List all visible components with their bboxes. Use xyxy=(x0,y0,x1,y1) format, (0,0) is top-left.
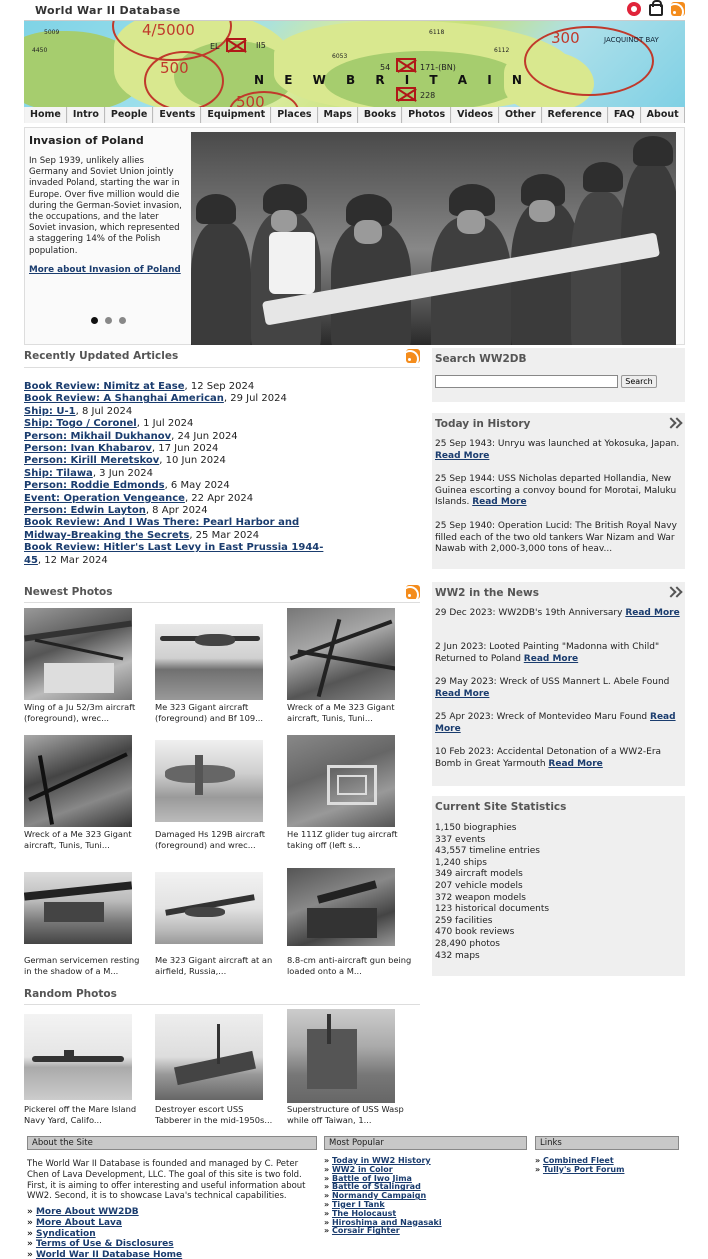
list-item: » World War II Database Home xyxy=(27,1250,183,1259)
map-label: EL xyxy=(210,42,220,51)
map-banner[interactable] xyxy=(24,20,685,107)
list-item: » Normandy Campaign xyxy=(324,1191,427,1201)
list-item: 25 Sep 1943: Unryu was launched at Yokosuka, Japan. Read More xyxy=(435,439,680,461)
footer-link[interactable]: Hiroshima and Nagasaki xyxy=(331,1217,442,1227)
list-item: » Tully's Port Forum xyxy=(535,1164,625,1174)
list-item: » The Holocaust xyxy=(324,1208,397,1218)
nav-faq[interactable]: FAQ xyxy=(608,107,641,123)
slide-dot-3[interactable] xyxy=(119,317,126,324)
article-link[interactable]: Book Review: And I Was There: Pearl Harbor and Midway-Breaking the Secrets xyxy=(24,517,300,541)
article-link[interactable]: Ship: U-1 xyxy=(24,405,76,417)
unit-marker-icon xyxy=(396,58,416,72)
double-chevron-right-icon[interactable] xyxy=(667,587,681,599)
article-link[interactable]: Book Review: Hitler's Last Levy in East Prussia 1944-45 xyxy=(24,542,324,566)
stat-item: 372 weapon models xyxy=(435,892,526,903)
list-item: Event: Operation Vengeance, 22 Apr 2024 xyxy=(24,492,254,504)
map-label: 228 xyxy=(420,91,436,100)
rss-icon[interactable] xyxy=(406,585,420,599)
photo-caption[interactable]: Damaged Hs 129B aircraft (foreground) and wrec... xyxy=(155,829,265,851)
shopping-bag-icon[interactable] xyxy=(649,4,663,16)
double-chevron-right-icon[interactable] xyxy=(667,418,681,430)
footer-about-title: About the Site xyxy=(27,1136,317,1150)
list-item: Book Review: And I Was There: Pearl Harbor and Midway-Breaking the Secrets, 25 Mar 2024 xyxy=(24,517,300,541)
list-item: » Terms of Use & Disclosures xyxy=(27,1239,174,1250)
photo-caption[interactable]: Wing of a Ju 52/3m aircraft (foreground), wrec... xyxy=(24,702,136,724)
nav-maps[interactable]: Maps xyxy=(318,107,358,123)
read-more-link[interactable]: Read More xyxy=(435,450,490,461)
footer-link[interactable]: Today in WW2 History xyxy=(331,1156,431,1165)
footer-link[interactable]: Tully's Port Forum xyxy=(542,1164,625,1174)
stat-item: 1,240 ships xyxy=(435,857,487,868)
map-label: 300 xyxy=(551,29,580,47)
stat-item: 259 facilities xyxy=(435,915,493,926)
article-link[interactable]: Book Review: A Shanghai American xyxy=(24,393,224,405)
footer-link[interactable]: Normandy Campaign xyxy=(331,1191,427,1201)
search-input[interactable] xyxy=(435,375,618,388)
photo-thumb[interactable] xyxy=(24,608,132,700)
map-label: 4450 xyxy=(32,47,48,54)
today-in-history-box xyxy=(432,413,685,569)
nav-about[interactable]: About xyxy=(641,107,685,123)
photo-caption[interactable]: 8.8-cm anti-aircraft gun being loaded onto a M... xyxy=(287,955,412,977)
list-item: 25 Sep 1940: Operation Lucid: The British Royal Navy filled each of the two old tankers War Nizam and War Nawab with 2,000-3,000 tons of heav... xyxy=(435,521,677,555)
footer-popular-links xyxy=(324,1157,442,1236)
feature-title: Invasion of Poland xyxy=(29,134,144,147)
recent-articles-title: Recently Updated Articles xyxy=(24,350,179,362)
stats-title: Current Site Statistics xyxy=(435,801,567,813)
photo-thumb[interactable] xyxy=(287,608,395,700)
footer-popular-title: Most Popular xyxy=(324,1136,527,1150)
feature-text: In Sep 1939, unlikely allies Germany and Soviet Union jointly invaded Poland, starting the war in Europe. Over five million would die during the German-Soviet invasion, the occupations, and the later Soviet invasion, which represented a staggering 14% of the Polish population. xyxy=(29,156,182,256)
list-item: Book Review: Hitler's Last Levy in East Prussia 1944-45, 12 Mar 2024 xyxy=(24,542,324,566)
rss-icon[interactable] xyxy=(406,349,420,363)
list-item: Book Review: Nimitz at Ease, 12 Sep 2024 xyxy=(24,381,255,392)
map-label: 171-(BN) xyxy=(420,63,456,72)
list-item: Person: Ivan Khabarov, 17 Jun 2024 xyxy=(24,443,219,455)
nav-books[interactable]: Books xyxy=(358,107,402,123)
slide-dot-1[interactable] xyxy=(91,317,98,324)
map-label: 6053 xyxy=(332,53,348,60)
footer-link[interactable]: More About WW2DB xyxy=(35,1207,139,1217)
list-item: Book Review: A Shanghai American, 29 Jul 2024 xyxy=(24,393,287,405)
stat-item: 337 events xyxy=(435,834,486,845)
photo-caption[interactable]: German servicemen resting in the shadow of a M... xyxy=(24,955,140,977)
article-link[interactable]: Ship: Tilawa xyxy=(24,467,93,479)
map-label: 6112 xyxy=(494,47,510,54)
nav-videos[interactable]: Videos xyxy=(451,107,499,123)
list-item: » WW2 in Color xyxy=(324,1164,393,1174)
nav-events[interactable]: Events xyxy=(153,107,201,123)
map-label: 500 xyxy=(160,59,189,77)
map-label: 54 xyxy=(380,63,391,72)
pocket-icon[interactable] xyxy=(627,2,641,16)
list-item: » Combined Fleet xyxy=(535,1156,614,1165)
footer-about-links xyxy=(27,1207,182,1259)
photo-caption[interactable]: Me 323 Gigant aircraft (foreground) and Bf 109... xyxy=(155,702,264,724)
list-item: 2 Jun 2023: Looted Painting "Madonna with Child" Returned to Poland Read More xyxy=(435,642,660,664)
list-item: 29 Dec 2023: WW2DB's 19th Anniversary Read More xyxy=(435,608,680,618)
list-item: » Battle of Iwo Jima xyxy=(324,1173,412,1183)
footer-link[interactable]: WW2 in Color xyxy=(331,1164,393,1174)
stat-item: 43,557 timeline entries xyxy=(435,846,540,857)
footer-link[interactable]: The Holocaust xyxy=(331,1208,397,1218)
photo-thumb[interactable] xyxy=(24,1014,132,1100)
unit-marker-icon xyxy=(396,87,416,101)
footer-link[interactable]: Syndication xyxy=(35,1228,96,1239)
stat-item: 349 aircraft models xyxy=(435,869,523,880)
list-item: » Today in WW2 History xyxy=(324,1156,431,1165)
feature-slider xyxy=(24,127,685,345)
newest-photos-title: Newest Photos xyxy=(24,586,113,598)
photo-thumb[interactable] xyxy=(287,1009,395,1103)
photo-thumb[interactable] xyxy=(287,868,395,946)
article-link[interactable]: Person: Kirill Meretskov xyxy=(24,455,160,467)
article-link[interactable]: Person: Mikhail Dukhanov xyxy=(24,430,172,442)
stat-item: 470 book reviews xyxy=(435,927,515,938)
site-title[interactable]: World War II Database xyxy=(35,4,181,17)
footer-link[interactable]: Corsair Fighter xyxy=(331,1226,400,1236)
list-item: Ship: Togo / Coronel, 1 Jul 2024 xyxy=(24,418,194,430)
photo-thumb[interactable] xyxy=(155,624,263,700)
read-more-link[interactable]: Read More xyxy=(625,608,680,618)
photo-caption[interactable]: Wreck of a Me 323 Gigant aircraft, Tunis, Tuni... xyxy=(287,702,395,724)
article-link[interactable]: Person: Roddie Edmonds xyxy=(24,480,165,492)
recent-articles-list xyxy=(24,381,324,567)
list-item: » Battle of Stalingrad xyxy=(324,1182,421,1192)
article-link[interactable]: Person: Edwin Layton xyxy=(24,505,146,517)
feature-photo[interactable] xyxy=(191,132,676,345)
footer-link[interactable]: Combined Fleet xyxy=(542,1156,614,1165)
nav-people[interactable]: People xyxy=(105,107,153,123)
footer-about-text: The World War II Database is founded and managed by C. Peter Chen of Lava Development, LLC. The goal of this site is two fold. First, it is aiming to offer interesting and useful information about WW2. Second, it is to showcase Lava's technical capabilities. xyxy=(27,1159,306,1202)
list-item: Person: Edwin Layton, 8 Apr 2024 xyxy=(24,505,208,517)
stat-item: 432 maps xyxy=(435,950,480,961)
feature-more-link[interactable]: More about Invasion of Poland xyxy=(29,265,181,275)
photo-thumb[interactable] xyxy=(24,735,132,827)
list-item: 25 Apr 2023: Wreck of Montevideo Maru Found Read More xyxy=(435,712,676,734)
list-item: » Syndication xyxy=(27,1228,96,1239)
footer-link[interactable]: Battle of Stalingrad xyxy=(331,1182,421,1192)
article-link[interactable]: Event: Operation Vengeance xyxy=(24,492,185,504)
list-item: » More About WW2DB xyxy=(27,1207,139,1217)
photo-thumb[interactable] xyxy=(155,872,263,944)
photo-thumb[interactable] xyxy=(24,872,132,944)
map-label: II5 xyxy=(256,41,266,50)
search-title: Search WW2DB xyxy=(435,353,527,365)
read-more-link[interactable]: Read More xyxy=(523,653,579,664)
nav-home[interactable]: Home xyxy=(24,107,67,123)
stat-item: 28,490 photos xyxy=(435,938,500,949)
list-item: 25 Sep 1944: USS Nicholas departed Hollandia, New Guinea escorting a convoy bound for Morotai, Maluku Islands. Read More xyxy=(435,474,677,508)
read-more-link[interactable]: Read More xyxy=(435,712,676,734)
list-item: Ship: U-1, 8 Jul 2024 xyxy=(24,405,133,417)
photo-caption[interactable]: Pickerel off the Mare Island Navy Yard, Califo... xyxy=(24,1104,137,1126)
footer-link[interactable]: Battle of Iwo Jima xyxy=(331,1173,412,1183)
stats-list xyxy=(435,823,683,962)
photo-thumb[interactable] xyxy=(155,740,263,822)
photo-caption[interactable]: Me 323 Gigant aircraft at an airfield, Russia,... xyxy=(155,955,273,977)
read-more-link[interactable]: Read More xyxy=(472,497,527,508)
random-photos-title: Random Photos xyxy=(24,988,117,1000)
list-item: » More About Lava xyxy=(27,1217,122,1228)
map-label: 5009 xyxy=(44,29,60,36)
nav-equipment[interactable]: Equipment xyxy=(201,107,271,123)
map-label: JACQUINOT BAY xyxy=(604,36,659,44)
nav-intro[interactable]: Intro xyxy=(67,107,105,123)
nav-reference[interactable]: Reference xyxy=(542,107,608,123)
list-item: » Tiger I Tank xyxy=(324,1199,385,1209)
list-item: » Corsair Fighter xyxy=(324,1226,400,1236)
site-statistics-box xyxy=(432,796,685,976)
map-label: 500 xyxy=(236,93,265,107)
map-label: N E W B R I T A I N xyxy=(254,73,530,87)
read-more-link[interactable]: Read More xyxy=(435,688,490,699)
stat-item: 1,150 biographies xyxy=(435,823,517,833)
stat-item: 207 vehicle models xyxy=(435,880,523,891)
footer-link[interactable]: Terms of Use & Disclosures xyxy=(35,1239,174,1250)
article-link[interactable]: Ship: Togo / Coronel xyxy=(24,418,137,430)
photo-caption[interactable]: He 111Z glider tug aircraft taking off (left s... xyxy=(287,829,398,851)
photo-thumb[interactable] xyxy=(155,1014,263,1100)
nav-other[interactable]: Other xyxy=(499,107,542,123)
main-nav xyxy=(24,107,685,123)
list-item: Person: Roddie Edmonds, 6 May 2024 xyxy=(24,480,230,492)
list-item: 29 May 2023: Wreck of USS Mannert L. Abele Found Read More xyxy=(435,677,670,699)
footer-links-title: Links xyxy=(535,1136,679,1150)
list-item: Person: Mikhail Dukhanov, 24 Jun 2024 xyxy=(24,430,238,442)
list-item: » Hiroshima and Nagasaki xyxy=(324,1217,442,1227)
unit-marker-icon xyxy=(226,38,246,52)
article-link[interactable]: Person: Ivan Khabarov xyxy=(24,443,152,455)
list-item: Person: Kirill Meretskov, 10 Jun 2024 xyxy=(24,455,226,467)
footer-link[interactable]: Tiger I Tank xyxy=(331,1199,385,1209)
article-link[interactable]: Book Review: Nimitz at Ease xyxy=(24,381,185,392)
list-item: 10 Feb 2023: Accidental Detonation of a WW2-Era Bomb in Great Yarmouth Read More xyxy=(435,747,662,769)
stat-item: 123 historical documents xyxy=(435,904,550,915)
rss-icon[interactable] xyxy=(671,2,685,16)
map-label: 6118 xyxy=(429,29,445,36)
news-box xyxy=(432,582,685,786)
photo-thumb[interactable] xyxy=(287,735,395,827)
read-more-link[interactable]: Read More xyxy=(548,758,603,769)
list-item: Ship: Tilawa, 3 Jun 2024 xyxy=(24,467,153,479)
nav-photos[interactable]: Photos xyxy=(402,107,451,123)
slide-dot-2[interactable] xyxy=(105,317,112,324)
footer-link[interactable]: World War II Database Home xyxy=(35,1250,183,1259)
footer-link[interactable]: More About Lava xyxy=(35,1217,122,1228)
photo-caption[interactable]: Superstructure of USS Wasp while off Taiwan, 1... xyxy=(287,1104,404,1126)
today-title: Today in History xyxy=(435,418,531,430)
search-button[interactable]: Search xyxy=(621,375,657,388)
news-title: WW2 in the News xyxy=(435,587,539,599)
photo-caption[interactable]: Destroyer escort USS Tabberer in the mid-1950s... xyxy=(155,1104,273,1126)
map-label: 4/5000 xyxy=(142,21,195,39)
nav-places[interactable]: Places xyxy=(271,107,317,123)
footer-links xyxy=(535,1157,624,1175)
photo-caption[interactable]: Wreck of a Me 323 Gigant aircraft, Tunis, Tuni... xyxy=(24,829,132,851)
